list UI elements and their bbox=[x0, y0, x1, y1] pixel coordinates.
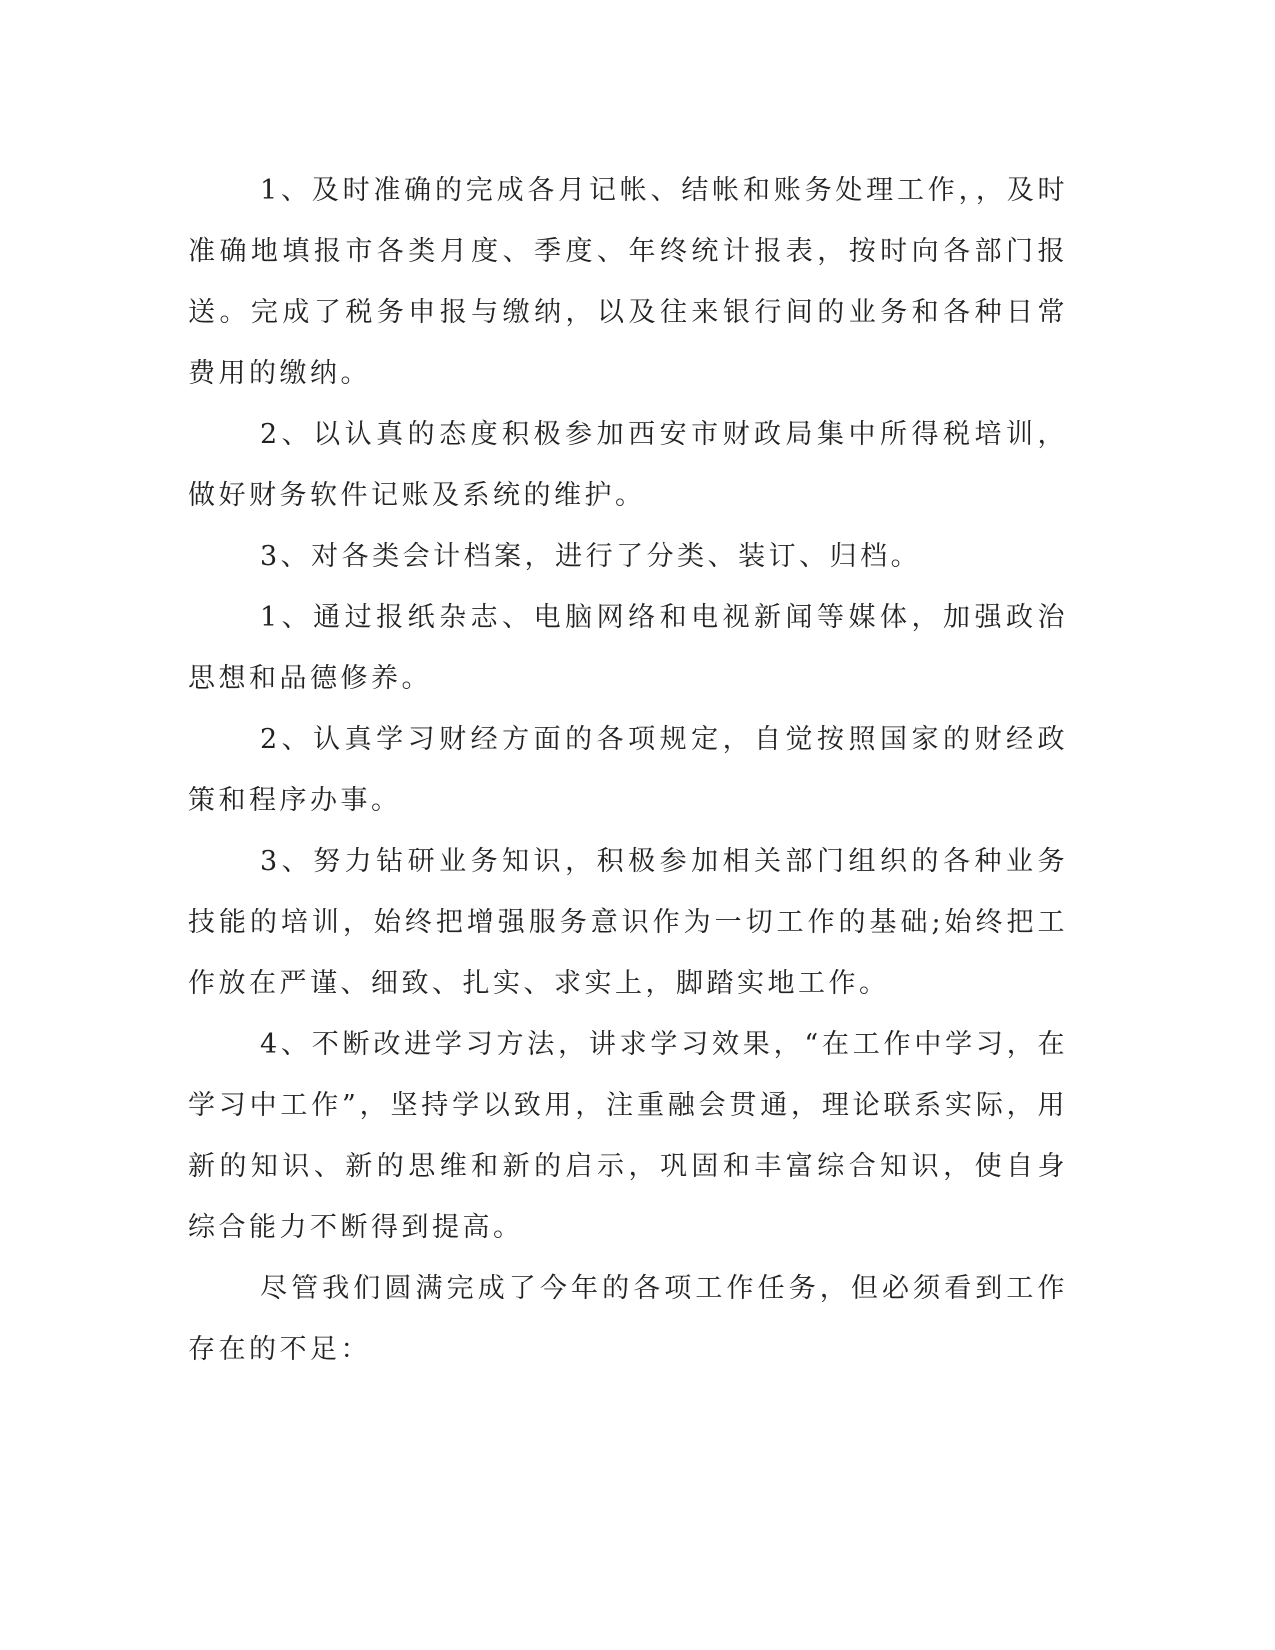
paragraph-4: 1、通过报纸杂志、电脑网络和电视新闻等媒体，加强政治思想和品德修养。 bbox=[188, 602, 1068, 694]
paragraph-3: 3、对各类会计档案，进行了分类、装订、归档。 bbox=[260, 541, 922, 572]
paragraph-5: 2、认真学习财经方面的各项规定，自觉按照国家的财经政策和程序办事。 bbox=[188, 724, 1068, 816]
paragraph-8: 尽管我们圆满完成了今年的各项工作任务，但必须看到工作存在的不足： bbox=[188, 1273, 1068, 1365]
paragraph-7: 4、不断改进学习方法，讲求学习效果，“在工作中学习，在学习中工作”，坚持学以致用，注重融会贯通，理论联系实际，用新的知识、新的思维和新的启示，巩固和丰富综合知识，使自身综合能力不断得到提高。 bbox=[188, 1029, 1068, 1243]
document-body bbox=[188, 160, 1068, 1380]
paragraph-1: 1、及时准确的完成各月记帐、结帐和账务处理工作，，及时准确地填报市各类月度、季度、年终统计报表，按时向各部门报送。完成了税务申报与缴纳，以及往来银行间的业务和各种日常费用的缴纳。 bbox=[188, 175, 1068, 389]
paragraph-6: 3、努力钻研业务知识，积极参加相关部门组织的各种业务技能的培训，始终把增强服务意识作为一切工作的基础;始终把工作放在严谨、细致、扎实、求实上，脚踏实地工作。 bbox=[188, 846, 1068, 999]
paragraph-2: 2、以认真的态度积极参加西安市财政局集中所得税培训，做好财务软件记账及系统的维护。 bbox=[188, 419, 1068, 511]
